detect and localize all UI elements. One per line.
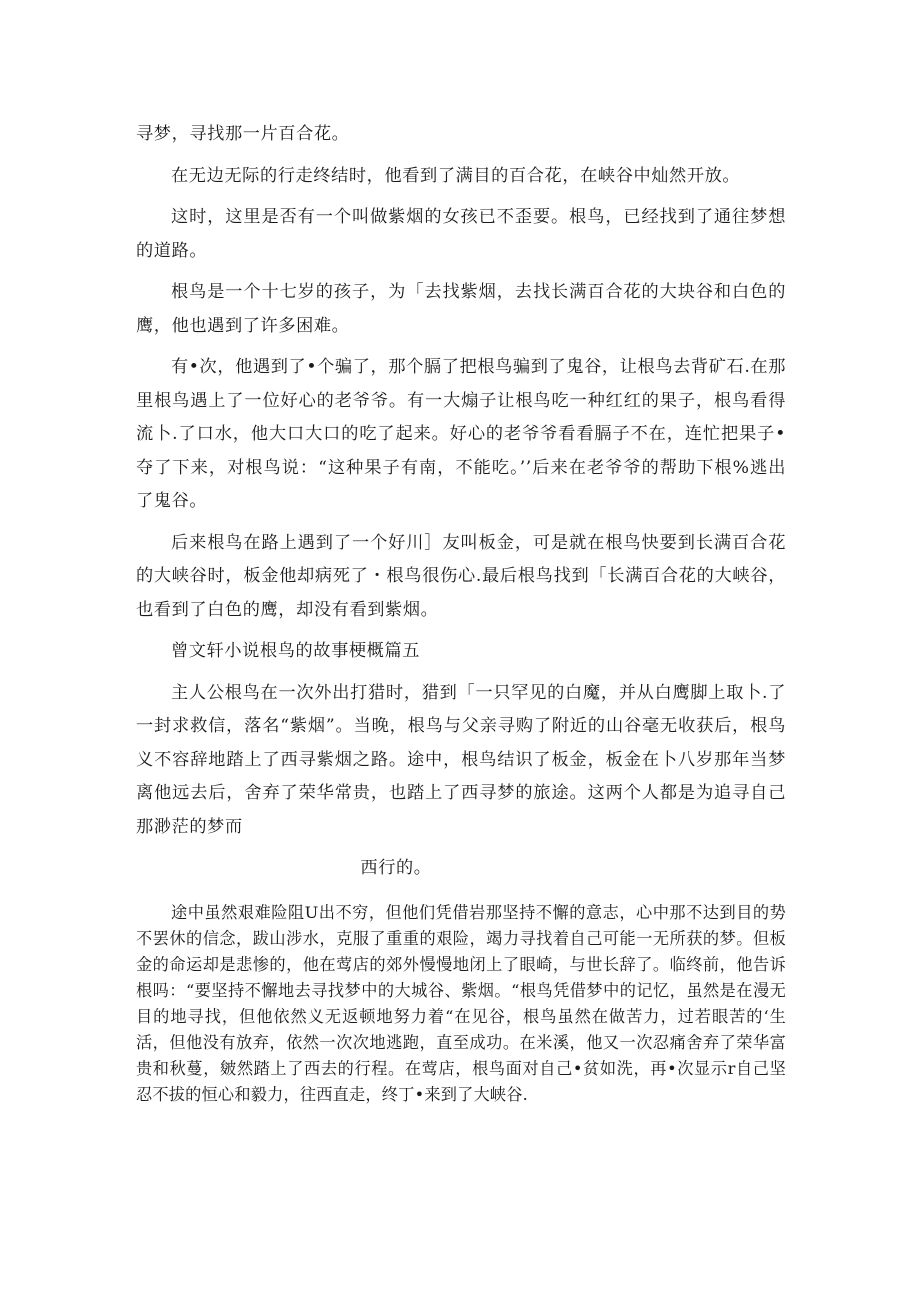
paragraph-seventeen: 根鸟是一个十七岁的孩子，为「去找紫烟，去找长满百合花的大块谷和白色的鹰，他也遇到了许多困难。 (136, 282, 786, 336)
paragraph-lily-valley: 在无边无际的行走终结时，他看到了满目的百合花，在峡谷中灿然开放。 (171, 165, 741, 186)
paragraph-journey: 途中虽然艰难险阻U出不穷，但他们凭借岩那坚持不懈的意志，心中那不达到目的势不罢休的信念，跋山涉水，克服了重重的艰险，竭力寻找着自己可能一无所获的梦。但板金的命运却是悲惨的，他在莺店的郊外慢慢地闭上了眼崎，与世长辞了。临终前，他告诉根吗：“要坚持不懈地去寻找梦中的大城谷、紫烟。“根鸟凭借梦中的记忆，虽然是在漫无目的地寻找，但他依然义无返顿地努力着“在见谷，根鸟虽然在做苦力，过若眼苦的‘生活，但他没有放弃，依然一次次地逃跑，直至成功。在米溪，他又一次忍痛舍弃了荣华富贵和秋蔓，皴然踏上了西去的行程。在莺店，根鸟面对自己•贫如洗，再•次显示r自己坚忍不拔的恒心和毅力，往西直走，终丁•来到了大峡谷. (136, 902, 786, 1104)
document-body (136, 118, 786, 1116)
paragraph-westward: 西行的。 (360, 858, 432, 878)
paragraph-dream-search: 寻梦，寻找那一片百合花。 (136, 124, 350, 144)
paragraph-bancang: 后来根鸟在路上遇到了一个好川］友叫板金，可是就在根鸟快要到长满百合花的大峡谷时，板金他却病死了・根鸟很伤心.最后根鸟找到「长满百合花的大峡谷，也看到了白色的鹰，却没有看到紫烟。 (136, 532, 786, 620)
paragraph-summary: 主人公根鸟在一次外出打猎时，猎到「一只罕见的白魔，并从白鹰脚上取卜.了一封求救信，落名“紫烟”。当晚，根鸟与父亲寻购了附近的山谷毫无收获后，根鸟义不容辞地踏上了西寻紫烟之路。途中，根鸟结识了板金，板金在卜八岁那年当梦离他远去后，舍弃了荣华常贵，也踏上了西寻梦的旅途。这两个人都是为追寻自己那渺茫的梦而 (136, 682, 786, 837)
section-heading: 曾文轩小说根鸟的故事梗概篇五 (171, 641, 421, 661)
paragraph-path-found: 这时，这里是否有一个叫做紫烟的女孩已不歪要。根鸟，已经找到了通往梦想的道路。 (136, 207, 786, 261)
paragraph-ghost-valley: 有•次，他遇到了•个骗了，那个膈了把根鸟骗到了鬼谷，让根鸟去背矿石.在那里根鸟遇上了一位好心的老爷爷。有一大煽子让根鸟吃一种红红的果子，根鸟看得流卜.了口水，他大口大口的吃了起来。好心的老爷爷看看膈子不在，连忙把果子•夺了下来，对根鸟说：“这种果子有南，不能吃。’’后来在老爷爷的帮助下根%逃出了鬼谷。 (136, 357, 786, 511)
